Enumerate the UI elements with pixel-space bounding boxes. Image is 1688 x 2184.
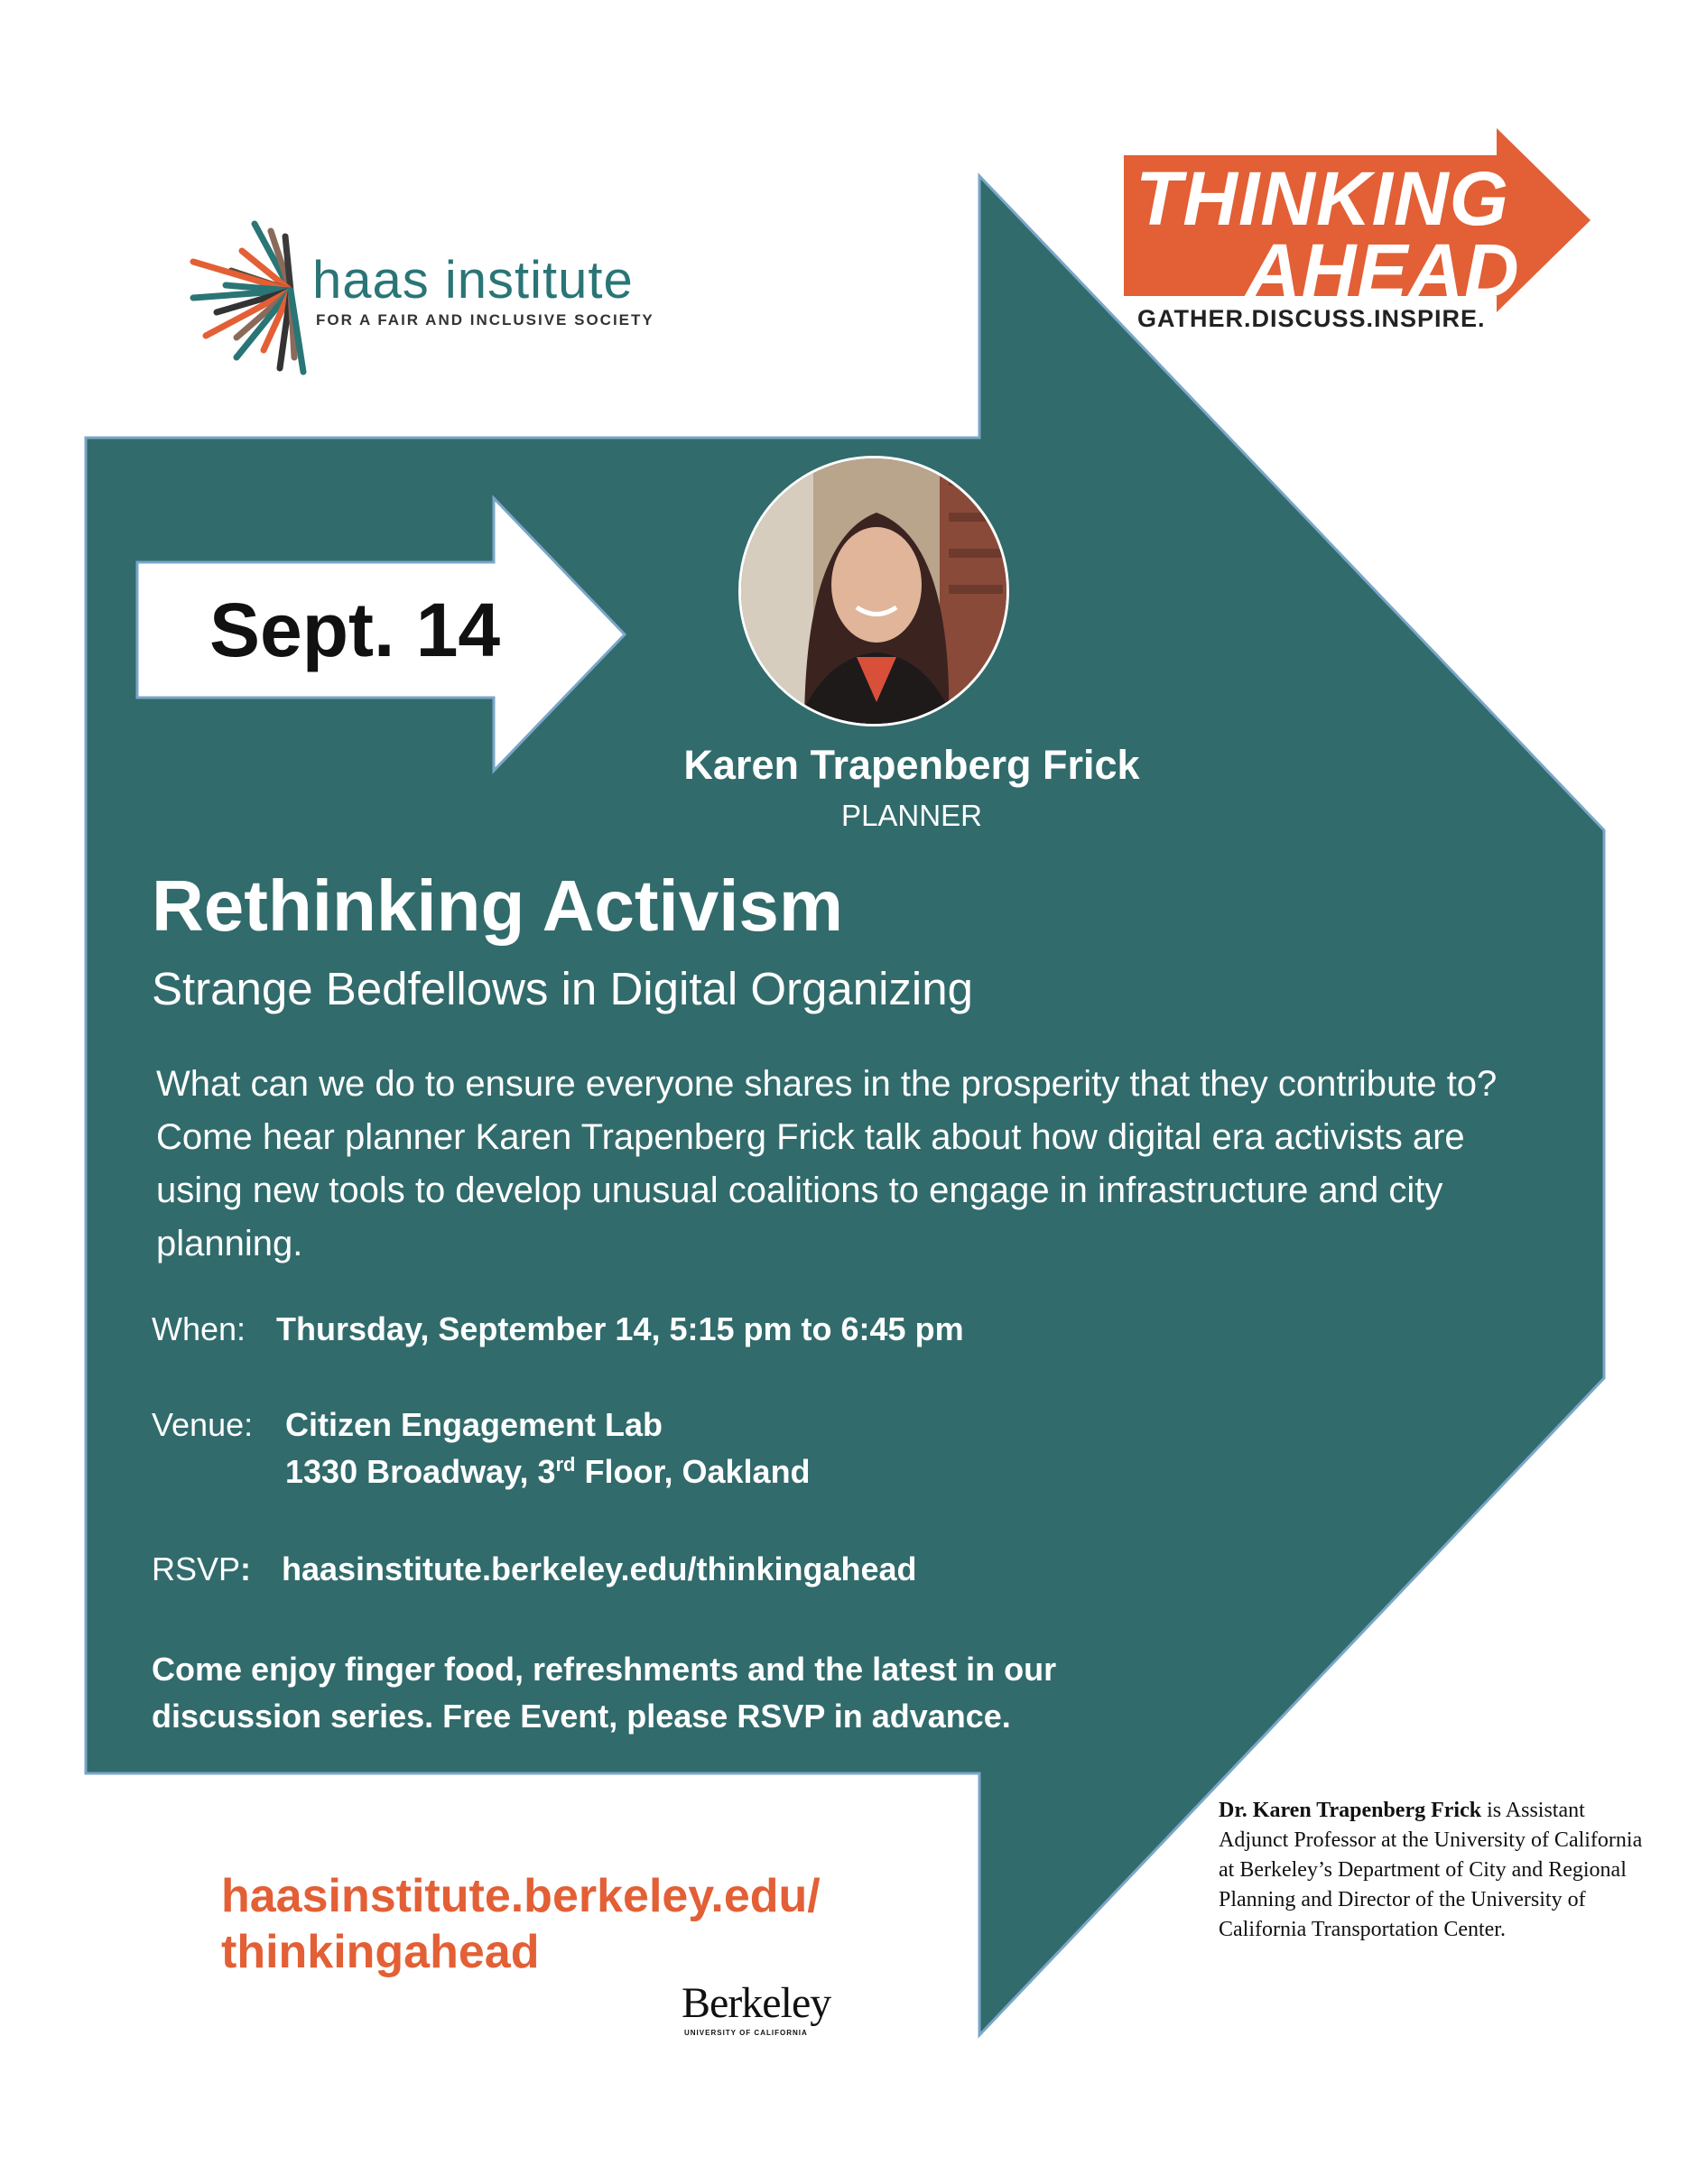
footer-url[interactable] [221, 1868, 821, 1980]
haas-starburst-icon [193, 224, 303, 372]
when-value: Thursday, September 14, 5:15 pm to 6:45 pm [276, 1310, 964, 1347]
event-subtitle: Strange Bedfellows in Digital Organizing [152, 963, 973, 1014]
rsvp-label: RSVP: [152, 1550, 252, 1587]
berkeley-logo: Berkeley [682, 1979, 831, 2027]
venue-label: Venue: [152, 1406, 254, 1443]
speaker-role: PLANNER [841, 799, 982, 832]
speaker-name: Karen Trapenberg Frick [683, 742, 1140, 788]
venue-name: Citizen Engagement Lab [285, 1406, 663, 1443]
thinking-ahead-tagline: GATHER.DISCUSS.INSPIRE. [1137, 305, 1486, 332]
event-description: What can we do to ensure everyone shares in the prosperity that they contribute to? Come hear planner Karen Trapenberg Frick talk about how digital era activists are using new tools to develop unusual coalitions to engage in infrastructure and city planning. [156, 1064, 1498, 1263]
haas-logo-name: haas institute [312, 251, 634, 310]
speaker-photo [738, 456, 1009, 726]
event-note: Come enjoy finger food, refreshments and the latest in our discussion series. Free Event, please RSVP in advance. [152, 1651, 1057, 1735]
footer-url-line2: thinkingahead [221, 1926, 540, 1978]
thinking-ahead-line1: THINKING [1136, 156, 1509, 241]
footer-url-line1: haasinstitute.berkeley.edu/ [221, 1870, 821, 1922]
speaker-bio: Dr. Karen Trapenberg Frick is Assistant Adjunct Professor at the University of California at Berkeley’s Department of City and Regional Planning and Director of the University of California Transportation Center. [1219, 1799, 1643, 1941]
berkeley-logo-sub: UNIVERSITY OF CALIFORNIA [684, 2029, 808, 2037]
rsvp-link[interactable]: haasinstitute.berkeley.edu/thinkingahead [282, 1550, 917, 1587]
event-title: Rethinking Activism [152, 865, 844, 946]
thinking-ahead-line2: AHEAD [1246, 228, 1520, 313]
when-label: When: [152, 1310, 246, 1347]
venue-address: 1330 Broadway, 3rd Floor, Oakland [285, 1453, 811, 1490]
event-date: Sept. 14 [209, 588, 501, 672]
haas-logo-tagline: FOR A FAIR AND INCLUSIVE SOCIETY [316, 311, 654, 329]
